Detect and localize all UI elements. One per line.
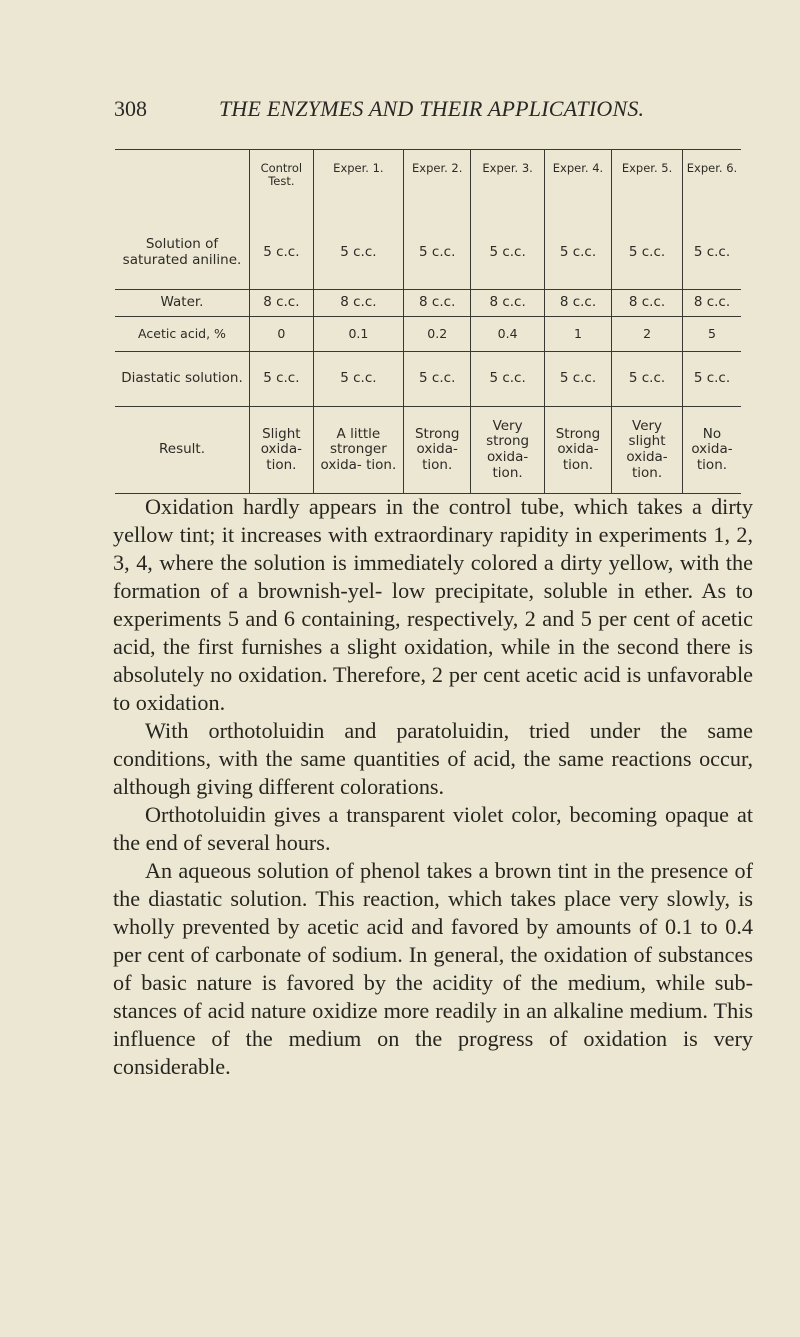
paragraph: Orthotoluidin gives a transparent violet color, becoming opaque at the end of several hours. — [113, 802, 753, 855]
table-cell: 5 c.c. — [471, 352, 544, 407]
table-cell: A little stronger oxida- tion. — [313, 407, 403, 494]
table-row-diastatic — [115, 352, 741, 407]
table-cell: 8 c.c. — [471, 290, 544, 317]
paragraph: An aqueous solution of phenol takes a brown tint in the presence of the diastatic solution. This reaction, which takes place very slowly, is wholly prevented by acetic acid and favored by amounts of 0.1 to 0.4 per cent of carbonate of sodium. In general, the oxidation of substances of basic nature is favored by the acidity of the medium, while sub- stances of acid nature oxidize more readily in an alkaline medium. This influence of the medium on the progress of oxidation is very considerable. — [113, 858, 753, 1079]
column-header: Exper. 4. — [544, 150, 611, 217]
table-cell: Strong oxida- tion. — [404, 407, 471, 494]
column-header: Exper. 1. — [313, 150, 403, 217]
paragraph: Oxidation hardly appears in the control tube, which takes a dirty yellow tint; it increases with extraordinary rapidity in experiments 1, 2, 3, 4, where the solution is immediately colored a dirty yellow, with the formation of a brownish-yel- low precipitate, soluble in ether. As to experiments 5 and 6 containing, respectively, 2 and 5 per cent of acetic acid, the first furnishes a slight oxidation, while in the second there is absolutely no oxidation. Therefore, 2 per cent acetic acid is unfavorable to oxidation. — [113, 494, 753, 715]
column-header: Exper. 3. — [471, 150, 544, 217]
table-cell: 2 — [612, 317, 683, 352]
page-number: 308 — [114, 96, 147, 121]
row-label: Diastatic solution. — [115, 352, 250, 407]
table-cell: 1 — [544, 317, 611, 352]
table-cell: 0.4 — [471, 317, 544, 352]
table-cell: 5 c.c. — [250, 352, 314, 407]
body-text — [113, 493, 753, 1081]
table-cell: 5 c.c. — [404, 352, 471, 407]
column-header: Exper. 5. — [612, 150, 683, 217]
table-cell: Strong oxida- tion. — [544, 407, 611, 494]
table-header-row — [115, 150, 741, 217]
table-cell: 5 c.c. — [313, 216, 403, 290]
table-row-result — [115, 407, 741, 494]
table-cell: 8 c.c. — [682, 290, 741, 317]
table-row-acetic-acid — [115, 317, 741, 352]
row-label: Water. — [115, 290, 250, 317]
table-cell: 8 c.c. — [544, 290, 611, 317]
table-cell: Slight oxida- tion. — [250, 407, 314, 494]
table-cell: 5 c.c. — [313, 352, 403, 407]
table-cell: 0 — [250, 317, 314, 352]
column-header: Control Test. — [250, 150, 314, 217]
table-cell: No oxida- tion. — [682, 407, 741, 494]
table-cell: 5 c.c. — [544, 352, 611, 407]
table-cell: 8 c.c. — [250, 290, 314, 317]
table-cell: 5 c.c. — [682, 216, 741, 290]
table-cell: 0.1 — [313, 317, 403, 352]
table-cell: 0.2 — [404, 317, 471, 352]
table-cell: 5 c.c. — [612, 216, 683, 290]
table-cell: 5 c.c. — [682, 352, 741, 407]
running-title: THE ENZYMES AND THEIR APPLICATIONS. — [219, 96, 645, 121]
table-row-aniline — [115, 216, 741, 290]
row-label: Solution of saturated aniline. — [122, 235, 242, 268]
table-cell: 5 c.c. — [544, 216, 611, 290]
table-cell: Very strong oxida- tion. — [471, 407, 544, 494]
table-cell: 5 c.c. — [250, 216, 314, 290]
table-cell: 5 c.c. — [612, 352, 683, 407]
table-row-water — [115, 290, 741, 317]
table-cell: 5 — [682, 317, 741, 352]
table-corner-cell — [115, 150, 250, 217]
column-header: Exper. 2. — [404, 150, 471, 217]
table-cell: 5 c.c. — [404, 216, 471, 290]
row-label: Acetic acid, % — [115, 317, 250, 352]
column-header: Exper. 6. — [682, 150, 741, 217]
running-header — [114, 96, 774, 122]
table-cell: Very slight oxida- tion. — [612, 407, 683, 494]
table-cell: 8 c.c. — [313, 290, 403, 317]
experiment-table — [115, 149, 741, 494]
table-cell: 5 c.c. — [471, 216, 544, 290]
row-label: Result. — [115, 407, 250, 494]
paragraph: With orthotoluidin and paratoluidin, tried under the same conditions, with the same quantities of acid, the same reactions occur, although giving different colorations. — [113, 718, 753, 799]
table-cell: 8 c.c. — [404, 290, 471, 317]
table-cell: 8 c.c. — [612, 290, 683, 317]
